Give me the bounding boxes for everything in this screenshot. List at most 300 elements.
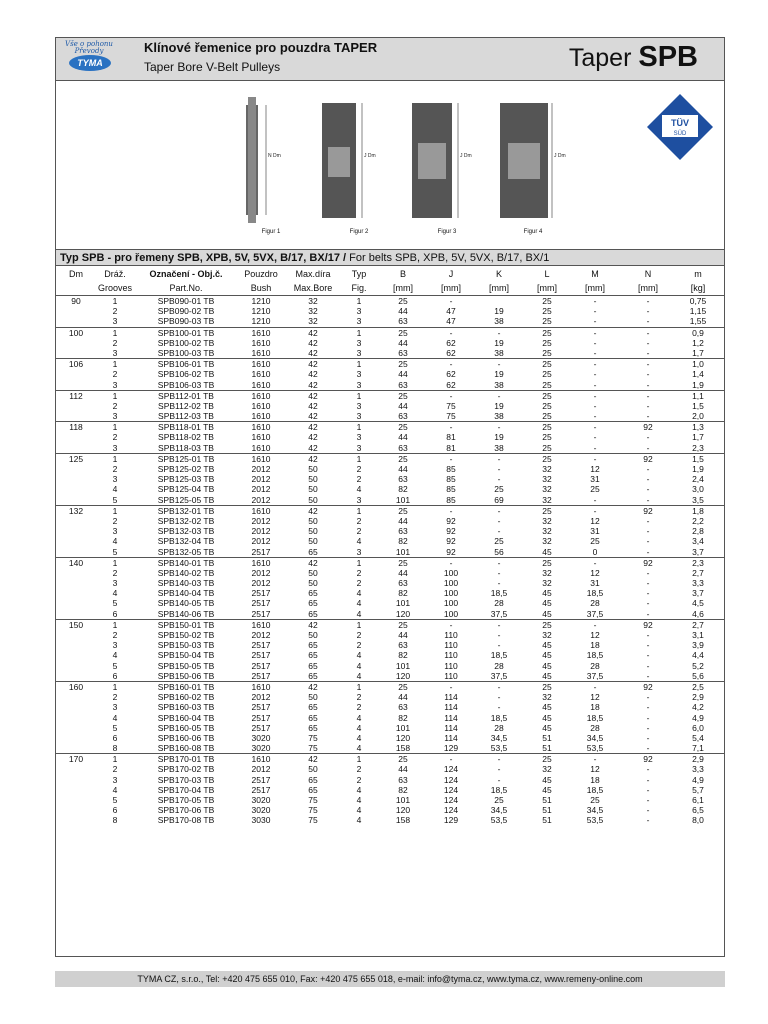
table-cell: 1610 [251, 327, 271, 338]
table-cell: 42 [308, 347, 318, 358]
table-cell: 1,7 [692, 432, 704, 443]
table-cell: 45 [542, 598, 552, 609]
table-cell: SPB090-03 TB [157, 316, 215, 327]
table-cell: SPB150-05 TB [157, 660, 215, 671]
svg-text:J Dm: J Dm [554, 153, 566, 159]
table-cell: 2 [356, 640, 362, 651]
table-cell: 101 [395, 598, 411, 609]
table-cell: 75 [446, 411, 456, 422]
table-cell: 53,5 [490, 743, 508, 754]
table-cell: 28 [590, 722, 600, 733]
table-row [56, 650, 724, 660]
table-row [56, 609, 724, 619]
table-cell: 1 [112, 327, 118, 338]
table-cell: SPB112-01 TB [158, 390, 214, 401]
table-row [56, 661, 724, 671]
table-row [56, 453, 724, 464]
table-cell: 63 [398, 379, 408, 390]
table-cell: 1610 [251, 422, 271, 433]
table-cell: - [646, 494, 650, 505]
table-cell: 2517 [251, 784, 271, 795]
table-cell: 82 [398, 784, 408, 795]
table-cell: 47 [446, 306, 456, 317]
table-cell: 25 [398, 359, 408, 370]
product-prefix: Taper [568, 44, 632, 72]
table-cell: 25 [398, 453, 408, 464]
table-cell: 50 [308, 474, 318, 485]
table-cell: 2,7 [692, 619, 704, 630]
table-cell: 1 [356, 296, 362, 306]
table-cell: 110 [444, 650, 458, 661]
table-cell: - [497, 557, 501, 568]
table-cell: 25 [542, 681, 552, 692]
table-cell: 5,4 [692, 732, 704, 743]
table-cell: - [646, 692, 650, 703]
title-czech: Klínové řemenice pro pouzdra TAPER [144, 40, 378, 55]
table-cell: 3030 [251, 815, 271, 826]
table-cell: - [593, 453, 597, 464]
table-cell: 51 [542, 732, 552, 743]
table-cell: 3 [112, 316, 118, 327]
table-cell: - [646, 327, 650, 338]
table-cell: 124 [443, 805, 459, 816]
table-cell: - [593, 432, 597, 443]
table-cell: 65 [308, 588, 318, 599]
column-header: Dráž. [104, 269, 126, 279]
table-row [56, 795, 724, 805]
table-cell: 4 [112, 712, 118, 723]
table-cell: 38 [494, 442, 504, 453]
column-header-en: [mm] [441, 283, 461, 293]
table-cell: 25 [542, 400, 552, 411]
table-cell: 28 [494, 660, 504, 671]
table-cell: 6 [112, 670, 118, 681]
section-heading [56, 250, 724, 266]
column-header: m [694, 269, 702, 279]
table-cell: 25 [590, 484, 600, 495]
table-cell: 6,5 [692, 805, 704, 816]
table-cell: 3 [356, 442, 362, 453]
table-cell: 25 [542, 453, 552, 464]
table-cell: 45 [542, 650, 552, 661]
table-cell: SPB106-03 TB [157, 379, 215, 390]
table-cell: SPB132-02 TB [157, 515, 215, 526]
table-cell: - [497, 327, 501, 338]
table-cell: - [497, 464, 501, 474]
figure-3 [402, 85, 492, 235]
table-cell: SPB118-02 TB [158, 432, 214, 443]
table-cell: 18 [590, 640, 600, 651]
column-header: N [644, 269, 652, 279]
table-cell: - [497, 578, 501, 589]
table-cell: 2,9 [692, 692, 704, 703]
table-cell: 62 [446, 369, 456, 380]
column-header: B [399, 269, 406, 279]
table-cell: 28 [494, 598, 504, 609]
table-cell: 44 [398, 630, 408, 640]
table-cell: 110 [444, 670, 458, 681]
table-cell: - [593, 494, 597, 505]
table-cell: 5 [112, 494, 118, 505]
table-cell: SPB090-02 TB [157, 306, 215, 317]
table-cell: 25 [590, 536, 600, 547]
table-row [56, 327, 724, 338]
table-cell: 101 [395, 795, 411, 805]
table-cell: 1 [112, 557, 118, 568]
dm-value: 150 [68, 619, 84, 630]
table-cell: 1,9 [692, 379, 704, 390]
table-cell: 2 [112, 337, 118, 348]
table-cell: 92 [643, 619, 653, 630]
table-cell: 45 [542, 588, 552, 599]
table-cell: - [646, 743, 650, 754]
table-cell: 1610 [251, 347, 271, 358]
table-cell: 82 [398, 536, 408, 547]
table-cell: 3 [112, 702, 118, 713]
table-cell: 1610 [251, 619, 271, 630]
table-cell: 1 [356, 453, 362, 464]
table-cell: 92 [643, 754, 653, 765]
table-cell: 158 [395, 815, 411, 826]
table-cell: - [646, 660, 650, 671]
table-cell: 28 [590, 660, 600, 671]
table-cell: SPB140-05 TB [157, 598, 215, 609]
table-cell: - [646, 411, 650, 422]
dm-value: 132 [68, 505, 84, 516]
table-cell: 1610 [251, 442, 271, 453]
pulley-drawing-4-icon [488, 85, 578, 225]
table-cell: 2 [356, 702, 362, 713]
table-cell: 38 [494, 411, 504, 422]
table-cell: 25 [542, 442, 552, 453]
table-cell: SPB100-02 TB [157, 337, 215, 348]
dm-value: 125 [68, 453, 84, 464]
table-cell: 100 [443, 578, 459, 589]
table-cell: 32 [542, 464, 552, 474]
table-row [56, 753, 724, 764]
table-cell: 32 [542, 494, 552, 505]
table-cell: 1 [112, 681, 118, 692]
table-cell: - [593, 390, 597, 401]
table-cell: 3,9 [692, 640, 704, 651]
table-cell: - [593, 681, 597, 692]
table-cell: 25 [542, 422, 552, 433]
table-cell: 2 [356, 764, 362, 775]
table-cell: 2012 [251, 692, 271, 703]
svg-text:J Dm: J Dm [364, 153, 376, 159]
table-cell: 25 [398, 327, 408, 338]
table-cell: 1 [356, 505, 362, 516]
table-cell: 5 [112, 660, 118, 671]
footer-contact: TYMA CZ, s.r.o., Tel: +420 475 655 010, Fax: +420 475 655 018, e-mail: info@tyma.cz, www.tyma.cz, www.remeny-online.com [55, 971, 725, 987]
table-cell: 42 [308, 453, 318, 464]
table-cell: - [449, 390, 453, 401]
table-row [56, 536, 724, 546]
table-cell: 2 [356, 692, 362, 703]
table-cell: 2 [112, 515, 118, 526]
table-cell: 12 [590, 630, 600, 640]
dm-value: 118 [69, 422, 83, 433]
table-cell: 50 [308, 578, 318, 589]
table-cell: 2,3 [692, 557, 704, 568]
column-header: Max.díra [295, 269, 331, 279]
product-title [569, 41, 698, 74]
table-cell: - [646, 347, 650, 358]
table-cell: - [593, 337, 597, 348]
table-cell: 32 [542, 764, 552, 775]
table-cell: 4 [356, 795, 362, 805]
table-cell: 4 [112, 588, 118, 599]
table-cell: SPB170-04 TB [157, 784, 215, 795]
table-cell: 25 [542, 619, 552, 630]
table-cell: 12 [590, 464, 600, 474]
table-row [56, 338, 724, 348]
table-cell: 3 [356, 494, 362, 505]
table-cell: 124 [443, 774, 459, 785]
table-cell: 8 [112, 743, 118, 754]
table-row [56, 369, 724, 379]
table-cell: 44 [398, 567, 408, 578]
header-bar [56, 38, 724, 81]
table-cell: - [646, 546, 650, 557]
table-cell: 1610 [251, 557, 271, 568]
table-cell: - [497, 505, 501, 516]
table-cell: 42 [308, 754, 318, 765]
table-cell: - [646, 732, 650, 743]
table-cell: 120 [395, 670, 411, 681]
table-cell: 25 [542, 390, 552, 401]
table-cell: - [646, 474, 650, 485]
table-cell: 45 [542, 712, 552, 723]
table-cell: SPB150-02 TB [157, 630, 215, 640]
table-cell: 3 [112, 474, 118, 485]
table-row [56, 443, 724, 453]
table-cell: 92 [446, 536, 456, 547]
dm-value: 160 [68, 681, 84, 692]
table-cell: 4 [356, 660, 362, 671]
product-code: SPB [638, 41, 698, 73]
table-cell: 45 [542, 784, 552, 795]
table-row [56, 316, 724, 326]
table-cell: 0 [592, 546, 598, 557]
table-cell: 45 [542, 670, 552, 681]
table-cell: 3 [112, 774, 118, 785]
table-cell: SPB106-02 TB [157, 369, 215, 380]
table-cell: 3 [112, 411, 118, 422]
table-cell: 25 [590, 795, 600, 805]
tyma-logo [61, 41, 117, 75]
table-header-row-cz [56, 267, 724, 281]
table-cell: 1,8 [692, 505, 704, 516]
table-cell: 3,4 [692, 536, 704, 547]
table-cell: 63 [398, 774, 408, 785]
table-cell: - [593, 754, 597, 765]
table-cell: 75 [308, 815, 318, 826]
table-cell: 28 [590, 598, 600, 609]
table-cell: SPB125-04 TB [157, 484, 215, 495]
table-cell: - [646, 608, 650, 619]
table-cell: 42 [308, 557, 318, 568]
column-header-en: [mm] [585, 283, 605, 293]
table-cell: - [646, 379, 650, 390]
table-cell: 1 [356, 681, 362, 692]
table-cell: 65 [308, 784, 318, 795]
table-cell: 129 [443, 815, 459, 826]
table-cell: - [646, 702, 650, 713]
table-cell: 63 [398, 526, 408, 537]
table-cell: - [646, 390, 650, 401]
table-cell: 2012 [251, 515, 271, 526]
table-cell: 63 [398, 442, 408, 453]
table-cell: 65 [308, 608, 318, 619]
table-cell: 45 [542, 660, 552, 671]
table-row [56, 588, 724, 598]
table-cell: 1610 [251, 390, 271, 401]
table-cell: 25 [542, 316, 552, 327]
table-cell: 2517 [251, 608, 271, 619]
table-cell: 25 [398, 557, 408, 568]
table-cell: - [646, 774, 650, 785]
table-cell: 50 [308, 515, 318, 526]
table-cell: - [497, 754, 501, 765]
table-cell: 32 [542, 630, 552, 640]
table-cell: 50 [308, 464, 318, 474]
table-cell: - [646, 359, 650, 370]
table-cell: - [593, 316, 597, 327]
table-row [56, 401, 724, 411]
table-cell: 100 [443, 608, 459, 619]
table-cell: 2,9 [692, 754, 704, 765]
column-header-en: [kg] [690, 283, 706, 293]
table-cell: 1610 [251, 754, 271, 765]
table-cell: 50 [308, 764, 318, 775]
table-cell: 4 [356, 536, 362, 547]
table-cell: 32 [542, 515, 552, 526]
table-cell: 3 [356, 400, 362, 411]
table-cell: 50 [308, 692, 318, 703]
table-cell: SPB125-03 TB [157, 474, 215, 485]
table-cell: 42 [308, 359, 318, 370]
table-cell: 12 [590, 515, 600, 526]
table-cell: 2517 [251, 650, 271, 661]
table-cell: 63 [398, 578, 408, 589]
table-cell: 44 [398, 400, 408, 411]
table-cell: - [497, 630, 501, 640]
table-row [56, 390, 724, 401]
table-cell: 32 [542, 474, 552, 485]
table-cell: 42 [308, 337, 318, 348]
table-cell: 1610 [251, 411, 271, 422]
table-cell: 1610 [251, 505, 271, 516]
table-cell: - [646, 316, 650, 327]
table-cell: - [646, 630, 650, 640]
table-cell: SPB125-05 TB [157, 494, 215, 505]
table-cell: - [497, 764, 501, 775]
table-cell: SPB160-06 TB [157, 732, 215, 743]
table-cell: 1 [356, 619, 362, 630]
table-cell: 18,5 [586, 588, 604, 599]
tuv-main: TÜV [671, 118, 689, 128]
table-cell: - [497, 619, 501, 630]
table-row [56, 630, 724, 640]
table-cell: 1,5 [692, 453, 704, 464]
table-cell: 124 [443, 764, 459, 775]
table-cell: - [593, 369, 597, 380]
table-cell: 50 [308, 526, 318, 537]
section-heading-normal: For belts SPB, XPB, 5V, 5VX, B/17, BX/1 [346, 252, 550, 264]
table-cell: - [593, 505, 597, 516]
table-cell: 44 [398, 337, 408, 348]
table-cell: 34,5 [586, 732, 604, 743]
table-cell: - [646, 306, 650, 317]
table-cell: 53,5 [586, 815, 604, 826]
table-cell: SPB100-01 TB [157, 327, 215, 338]
column-header: K [495, 269, 502, 279]
table-cell: - [646, 578, 650, 589]
table-row [56, 296, 724, 306]
table-cell: - [646, 442, 650, 453]
logo-tagline: Vše o pohonu Převody [65, 40, 113, 55]
table-cell: 25 [542, 411, 552, 422]
table-cell: 47 [446, 316, 456, 327]
table-cell: SPB090-01 TB [157, 296, 215, 306]
table-cell: 2 [112, 306, 118, 317]
table-cell: 2012 [251, 764, 271, 775]
table-cell: - [646, 722, 650, 733]
table-cell: 2,5 [692, 681, 704, 692]
table-cell: 4,2 [692, 702, 704, 713]
column-header: M [591, 269, 599, 279]
table-cell: 19 [494, 306, 504, 317]
table-cell: 8 [112, 815, 118, 826]
table-cell: SPB106-01 TB [157, 359, 215, 370]
table-cell: 1,7 [692, 347, 704, 358]
table-cell: SPB112-02 TB [158, 400, 214, 411]
table-cell: SPB170-05 TB [157, 795, 215, 805]
table-row [56, 692, 724, 702]
table-cell: - [646, 567, 650, 578]
table-cell: SPB160-03 TB [157, 702, 215, 713]
table-cell: - [593, 306, 597, 317]
table-cell: 4 [356, 484, 362, 495]
table-cell: 3 [356, 546, 362, 557]
table-cell: 120 [395, 608, 411, 619]
table-cell: 2 [356, 774, 362, 785]
table-cell: - [646, 526, 650, 537]
table-cell: - [593, 557, 597, 568]
table-cell: 19 [494, 369, 504, 380]
column-header: L [544, 269, 550, 279]
table-cell: SPB160-02 TB [157, 692, 215, 703]
table-cell: - [497, 453, 501, 464]
table-cell: - [449, 422, 453, 433]
table-cell: SPB160-08 TB [157, 743, 215, 754]
table-cell: SPB112-03 TB [158, 411, 214, 422]
table-cell: 19 [494, 400, 504, 411]
table-row [56, 805, 724, 815]
figure-caption: Figur 4 [523, 229, 543, 235]
table-cell: 85 [446, 494, 456, 505]
table-cell: 1 [112, 422, 118, 433]
table-cell: - [593, 296, 597, 306]
table-cell: 120 [395, 732, 411, 743]
table-cell: - [593, 327, 597, 338]
table-cell: - [497, 359, 501, 370]
table-cell: - [593, 400, 597, 411]
table-cell: 4 [356, 670, 362, 681]
table-cell: 42 [308, 432, 318, 443]
column-header-en: [mm] [393, 283, 413, 293]
